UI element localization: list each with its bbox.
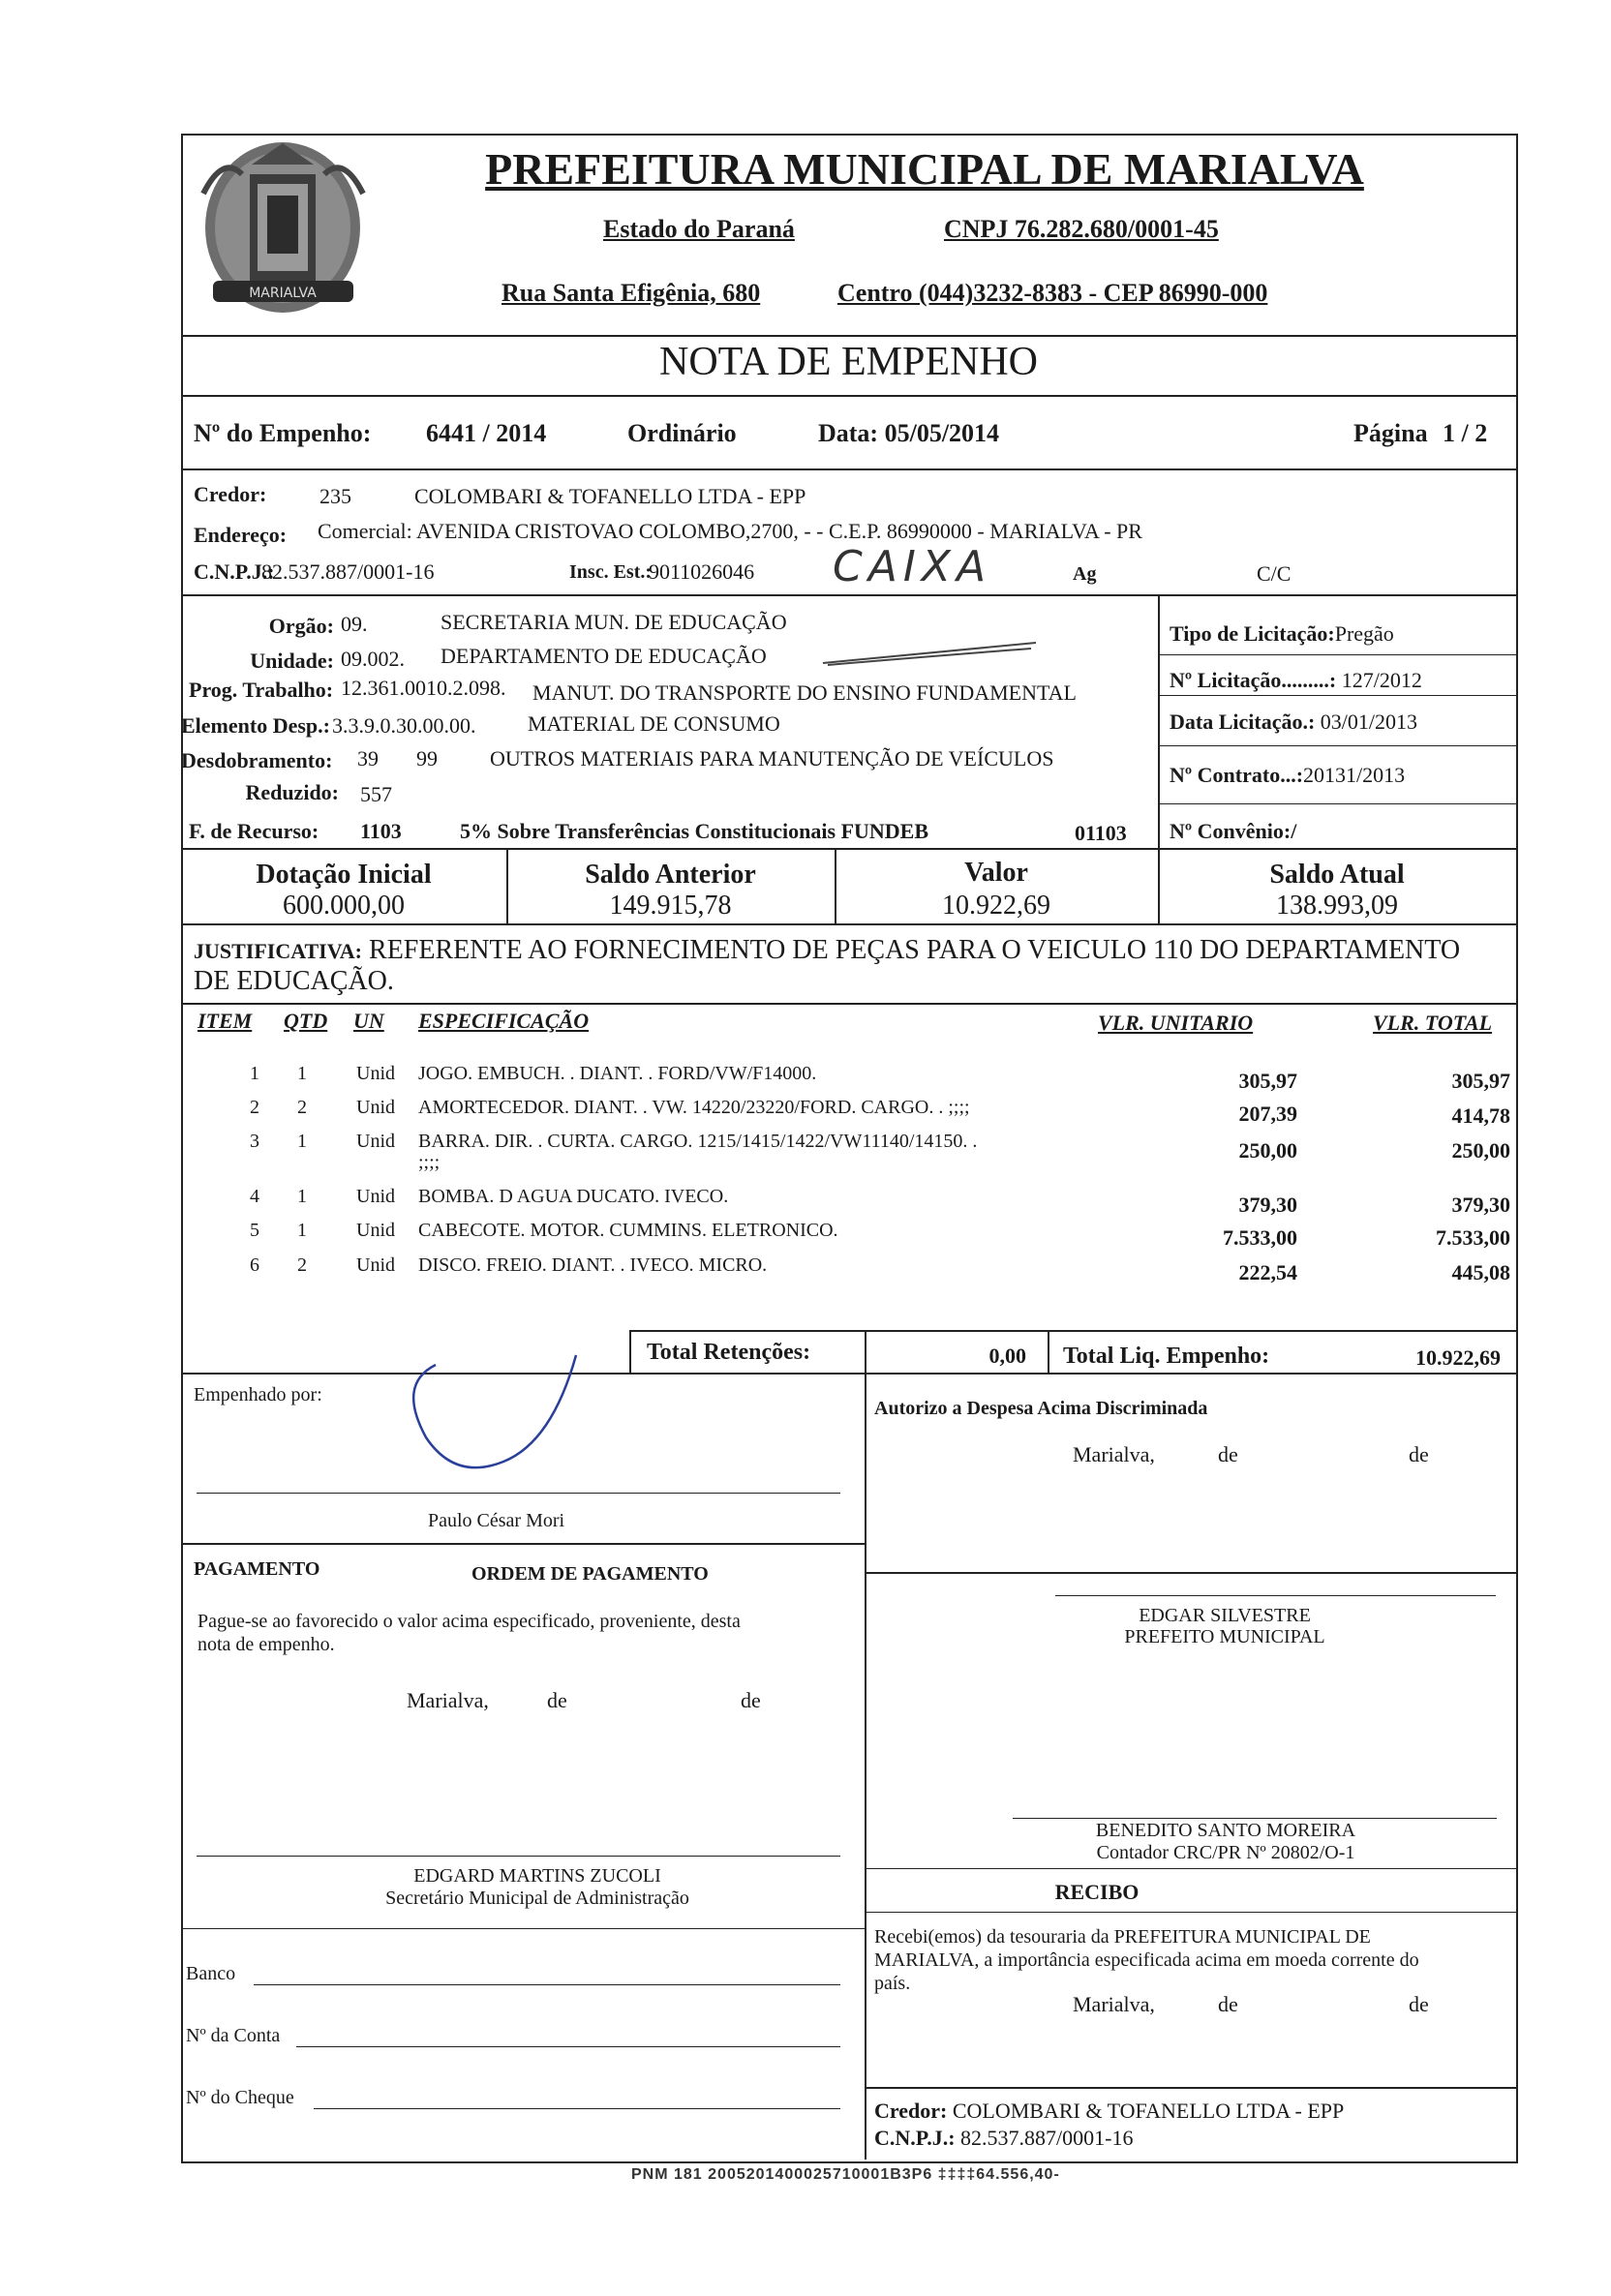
banco-label: Banco <box>186 1963 236 1984</box>
col-item: ITEM <box>198 1009 253 1033</box>
prog-code: 12.361.0010.2.098. <box>341 676 506 700</box>
pagamento-text-2: nota de empenho. <box>198 1634 335 1655</box>
row-desc: CABECOTE. MOTOR. CUMMINS. ELETRONICO. <box>418 1220 838 1241</box>
empenho-date: Data: 05/05/2014 <box>818 419 1000 447</box>
row-total: 250,00 <box>1451 1138 1510 1163</box>
retencoes-value: 0,00 <box>988 1344 1026 1368</box>
saldo-atual-label: Saldo Atual <box>1269 860 1405 890</box>
row-total: 7.533,00 <box>1436 1225 1510 1250</box>
desd-code: 39 <box>357 746 379 770</box>
recibo-text-2: MARIALVA, a importância especificada acima em moeda corrente do <box>874 1949 1419 1971</box>
numero-contrato: Nº Contrato...:20131/2013 <box>1170 763 1406 787</box>
row-qtd: 1 <box>297 1186 307 1207</box>
elem-name: MATERIAL DE CONSUMO <box>528 711 780 736</box>
row-item: 5 <box>250 1220 259 1241</box>
row-unit: 7.533,00 <box>1223 1225 1297 1250</box>
row-unit: 305,97 <box>1238 1069 1297 1093</box>
row-qtd: 1 <box>297 1220 307 1241</box>
row-item: 1 <box>250 1063 259 1084</box>
dotacao-value: 600.000,00 <box>283 891 405 921</box>
endereco-label: Endereço: <box>194 523 288 547</box>
pagamento-de-1: de <box>547 1688 567 1712</box>
desd-label: Desdobramento: <box>181 748 333 772</box>
retencoes-label: Total Retenções: <box>647 1340 811 1365</box>
recibo-de-1: de <box>1218 1992 1238 2016</box>
empenho-label: Nº do Empenho: <box>194 419 372 447</box>
valor-value: 10.922,69 <box>942 891 1050 921</box>
elem-label: Elemento Desp.: <box>181 713 330 738</box>
empenhado-name: Paulo César Mori <box>428 1510 565 1531</box>
row-desc: JOGO. EMBUCH. . DIANT. . FORD/VW/F14000. <box>418 1063 817 1084</box>
credor-insc: 9011026046 <box>649 559 755 584</box>
row-qtd: 1 <box>297 1131 307 1152</box>
row-unit: 207,39 <box>1238 1102 1297 1126</box>
recibo-text-1: Recebi(emos) da tesouraria da PREFEITURA MUNICIPAL DE <box>874 1926 1371 1948</box>
document-title: NOTA DE EMPENHO <box>659 340 1038 384</box>
credor-name: COLOMBARI & TOFANELLO LTDA - EPP <box>414 484 806 508</box>
col-un: UN <box>353 1009 384 1033</box>
recibo-title: RECIBO <box>1054 1880 1140 1904</box>
saldo-atual-value: 138.993,09 <box>1276 891 1398 921</box>
cc-label: C/C <box>1257 561 1292 586</box>
row-item: 2 <box>250 1097 259 1118</box>
page-label: Página <box>1353 419 1428 447</box>
ordem-pagamento-label: ORDEM DE PAGAMENTO <box>471 1563 709 1585</box>
autorizo-marialva: Marialva, <box>1073 1442 1155 1466</box>
justificativa-line-2: DE EDUCAÇÃO. <box>194 966 394 996</box>
fonte-name: 5% Sobre Transferências Constitucionais FUNDEB <box>460 819 929 843</box>
row-qtd: 2 <box>297 1097 307 1118</box>
contador-name: BENEDITO SANTO MOREIRA <box>1095 1820 1356 1841</box>
orgao-code: 09. <box>341 612 368 636</box>
fonte-label: F. de Recurso: <box>189 819 319 843</box>
col-qtd: QTD <box>284 1009 328 1033</box>
col-vlr-unitario: VLR. UNITARIO <box>1098 1011 1254 1035</box>
row-desc: BARRA. DIR. . CURTA. CARGO. 1215/1415/1422/VW11140/14150. . <box>418 1131 978 1152</box>
pagamento-marialva: Marialva, <box>407 1688 489 1712</box>
prog-name: MANUT. DO TRANSPORTE DO ENSINO FUNDAMENTAL <box>532 680 1077 705</box>
empenho-number: 6441 / 2014 <box>426 419 547 447</box>
header-address-rest: Centro (044)3232-8383 - CEP 86990-000 <box>837 279 1268 307</box>
row-un: Unid <box>356 1097 395 1118</box>
insc-label: Insc. Est.: <box>569 561 653 583</box>
ag-label: Ag <box>1073 563 1097 585</box>
row-un: Unid <box>356 1131 395 1152</box>
recibo-de-2: de <box>1409 1992 1429 2016</box>
row-total: 379,30 <box>1451 1193 1510 1217</box>
credor-cnpj: 82.537.887/0001-16 <box>261 559 435 584</box>
row-desc: BOMBA. D AGUA DUCATO. IVECO. <box>418 1186 729 1207</box>
valor-label: Valor <box>964 858 1028 888</box>
autorizo-text: Autorizo a Despesa Acima Discriminada <box>874 1398 1208 1419</box>
handwritten-bank: CAIXA <box>833 542 992 591</box>
justificativa: JUSTIFICATIVA: REFERENTE AO FORNECIMENTO DE PEÇAS PARA O VEICULO 110 DO DEPARTAMENTO <box>194 935 1461 965</box>
autorizo-de-2: de <box>1409 1442 1429 1466</box>
page-title: PREFEITURA MUNICIPAL DE MARIALVA <box>485 144 1364 194</box>
unidade-name: DEPARTAMENTO DE EDUCAÇÃO <box>441 644 767 668</box>
orgao-name: SECRETARIA MUN. DE EDUCAÇÃO <box>441 610 787 634</box>
col-especificacao: ESPECIFICAÇÃO <box>418 1009 590 1033</box>
data-licitacao: Data Licitação.: 03/01/2013 <box>1170 710 1418 734</box>
row-total: 445,08 <box>1451 1260 1510 1284</box>
row-un: Unid <box>356 1220 395 1241</box>
row-un: Unid <box>356 1063 395 1084</box>
elem-code: 3.3.9.0.30.00.00. <box>332 713 476 738</box>
header-cnpj: CNPJ 76.282.680/0001-45 <box>944 215 1219 243</box>
empenhado-por-label: Empenhado por: <box>194 1384 322 1405</box>
numero-licitacao: Nº Licitação.........: 127/2012 <box>1170 668 1422 692</box>
saldo-anterior-label: Saldo Anterior <box>585 860 756 890</box>
cheque-label: Nº do Cheque <box>186 2087 294 2108</box>
row-item: 6 <box>250 1254 259 1276</box>
row-qtd: 2 <box>297 1254 307 1276</box>
total-liquido-value: 10.922,69 <box>1415 1345 1501 1370</box>
row-item: 3 <box>250 1131 259 1152</box>
conta-label: Nº da Conta <box>186 2025 281 2046</box>
desd-sub: 99 <box>416 746 438 770</box>
cnpj-label: C.N.P.J.: <box>194 559 275 584</box>
footer-code: PNM 181 2005201400025710001B3P6 ‡‡‡‡64.556,40- <box>631 2166 1060 2183</box>
prog-label: Prog. Trabalho: <box>189 678 334 702</box>
secretario-name: EDGARD MARTINS ZUCOLI <box>413 1865 661 1887</box>
numero-convenio: Nº Convênio:/ <box>1170 819 1297 843</box>
row-desc-continued: ;;;; <box>418 1152 441 1173</box>
total-liquido-label: Total Liq. Empenho: <box>1063 1344 1270 1369</box>
unidade-label: Unidade: <box>250 649 334 673</box>
recibo-text-3: país. <box>874 1973 911 1994</box>
row-item: 4 <box>250 1186 259 1207</box>
fonte-code: 1103 <box>360 819 402 843</box>
prefeito-title: PREFEITO MUNICIPAL <box>1124 1626 1325 1647</box>
prefeito-name: EDGAR SILVESTRE <box>1139 1605 1311 1626</box>
desd-name: OUTROS MATERIAIS PARA MANUTENÇÃO DE VEÍCULOS <box>490 746 1054 770</box>
row-un: Unid <box>356 1186 395 1207</box>
orgao-label: Orgão: <box>268 614 334 638</box>
row-total: 414,78 <box>1451 1103 1510 1128</box>
empenho-type: Ordinário <box>627 419 737 447</box>
row-total: 305,97 <box>1451 1069 1510 1093</box>
row-unit: 222,54 <box>1238 1260 1297 1284</box>
credor-address: Comercial: AVENIDA CRISTOVAO COLOMBO,2700, - - C.E.P. 86990000 - MARIALVA - PR <box>318 519 1142 543</box>
credor-code: 235 <box>319 484 351 508</box>
row-desc: AMORTECEDOR. DIANT. . VW. 14220/23220/FORD. CARGO. . ;;;; <box>418 1097 970 1118</box>
autorizo-de-1: de <box>1218 1442 1238 1466</box>
contador-title: Contador CRC/PR Nº 20802/O-1 <box>1096 1842 1355 1863</box>
header-state: Estado do Paraná <box>603 215 795 243</box>
handwritten-stroke <box>818 639 1041 668</box>
row-unit: 379,30 <box>1238 1193 1297 1217</box>
signature-stroke <box>397 1345 581 1491</box>
row-qtd: 1 <box>297 1063 307 1084</box>
saldo-anterior-value: 149.915,78 <box>609 891 732 921</box>
secretario-title: Secretário Municipal de Administração <box>385 1888 689 1909</box>
recibo-credor: Credor: COLOMBARI & TOFANELLO LTDA - EPP <box>874 2099 1345 2123</box>
svg-text:MARIALVA: MARIALVA <box>249 286 317 301</box>
row-un: Unid <box>356 1254 395 1276</box>
row-unit: 250,00 <box>1238 1138 1297 1163</box>
recibo-marialva: Marialva, <box>1073 1992 1155 2016</box>
tipo-licitacao: Tipo de Licitação:Pregão <box>1170 621 1394 646</box>
dotacao-label: Dotação Inicial <box>256 860 432 890</box>
reduzido-label: Reduzido: <box>245 780 339 804</box>
pagamento-label: PAGAMENTO <box>194 1558 320 1580</box>
header-address: Rua Santa Efigênia, 680 <box>502 279 761 307</box>
row-desc: DISCO. FREIO. DIANT. . IVECO. MICRO. <box>418 1254 768 1276</box>
fonte-number: 01103 <box>1075 821 1127 845</box>
page-number: 1 / 2 <box>1443 419 1488 447</box>
recibo-cnpj: C.N.P.J.: 82.537.887/0001-16 <box>874 2126 1134 2150</box>
col-vlr-total: VLR. TOTAL <box>1373 1011 1493 1035</box>
pagamento-de-2: de <box>741 1688 761 1712</box>
credor-label: Credor: <box>194 482 267 506</box>
pagamento-text-1: Pague-se ao favorecido o valor acima especificado, proveniente, desta <box>198 1611 741 1632</box>
reduzido-value: 557 <box>360 782 392 806</box>
unidade-code: 09.002. <box>341 647 405 671</box>
